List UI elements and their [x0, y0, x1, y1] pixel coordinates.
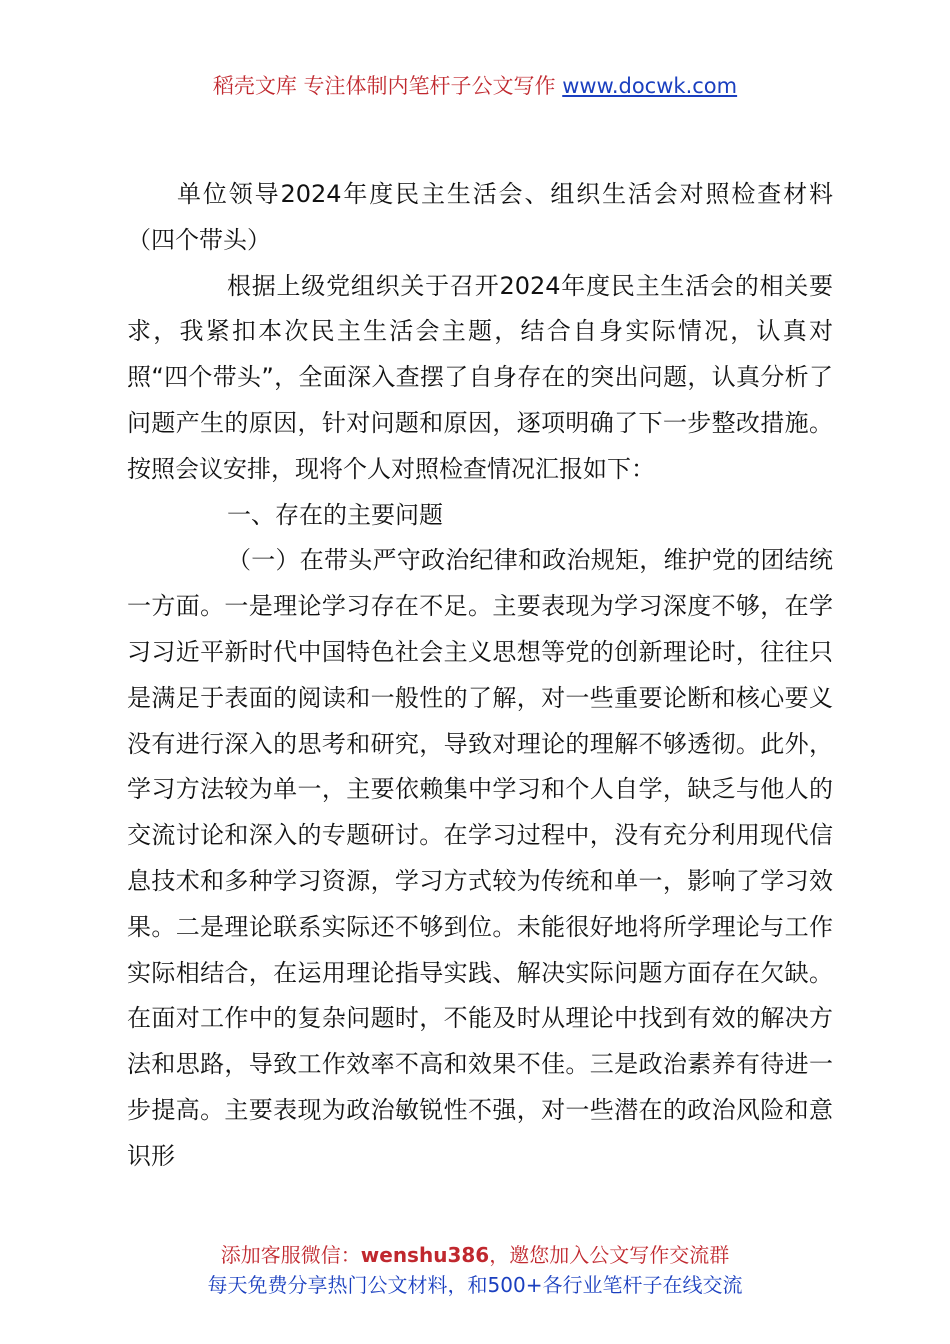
promo-footer: [0, 1240, 950, 1300]
intro-paragraph: 根据上级党组织关于召开2024年度民主生活会的相关要求，我紧扣本次民主生活会主题，结合自身实际情况，认真对照“四个带头”，全面深入查摆了自身存在的突出问题，认真分析了问题产生的原因，针对问题和原因，逐项明确了下一步整改措施。按照会议安排，现将个人对照检查情况汇报如下：: [127, 271, 833, 483]
document-title: 单位领导2024年度民主生活会、组织生活会对照检查材料（四个带头）: [127, 180, 833, 254]
promo-line: 每天免费分享热门公文材料，和500+各行业笔杆子在线交流: [207, 1273, 743, 1297]
wechat-suffix: ，邀您加入公文写作交流群: [489, 1243, 730, 1267]
section-heading: 一、存在的主要问题: [227, 500, 443, 529]
subsection-paragraph: （一）在带头严守政治纪律和政治规矩，维护党的团结统一方面。一是理论学习存在不足。主要表现为学习深度不够，在学习习近平新时代中国特色社会主义思想等党的创新理论时，往往只是满足于表面的阅读和一般性的了解，对一些重要论断和核心要义没有进行深入的思考和研究，导致对理论的理解不够透彻。此外，学习方法较为单一，主要依赖集中学习和个人自学，缺乏与他人的交流讨论和深入的专题研讨。在学习过程中，没有充分利用现代信息技术和多种学习资源，学习方式较为传统和单一，影响了学习效果。二是理论联系实际还不够到位。未能很好地将所学理论与工作实际相结合，在运用理论指导实践、解决实际问题方面存在欠缺。在面对工作中的复杂问题时，不能及时从理论中找到有效的解决方法和思路，导致工作效率不高和效果不佳。三是政治素养有待进一步提高。主要表现为政治敏锐性不强，对一些潜在的政治风险和意识形: [127, 546, 833, 1170]
site-header: [0, 70, 950, 100]
brand-slogan: 稻壳文库 专注体制内笔杆子公文写作: [212, 74, 563, 98]
site-link[interactable]: www.docwk.com: [562, 74, 738, 98]
wechat-contact-line: [0, 1240, 950, 1270]
wechat-id: wenshu386: [360, 1243, 490, 1267]
wechat-prefix: 添加客服微信：: [220, 1243, 361, 1267]
document-body: [127, 172, 833, 1180]
